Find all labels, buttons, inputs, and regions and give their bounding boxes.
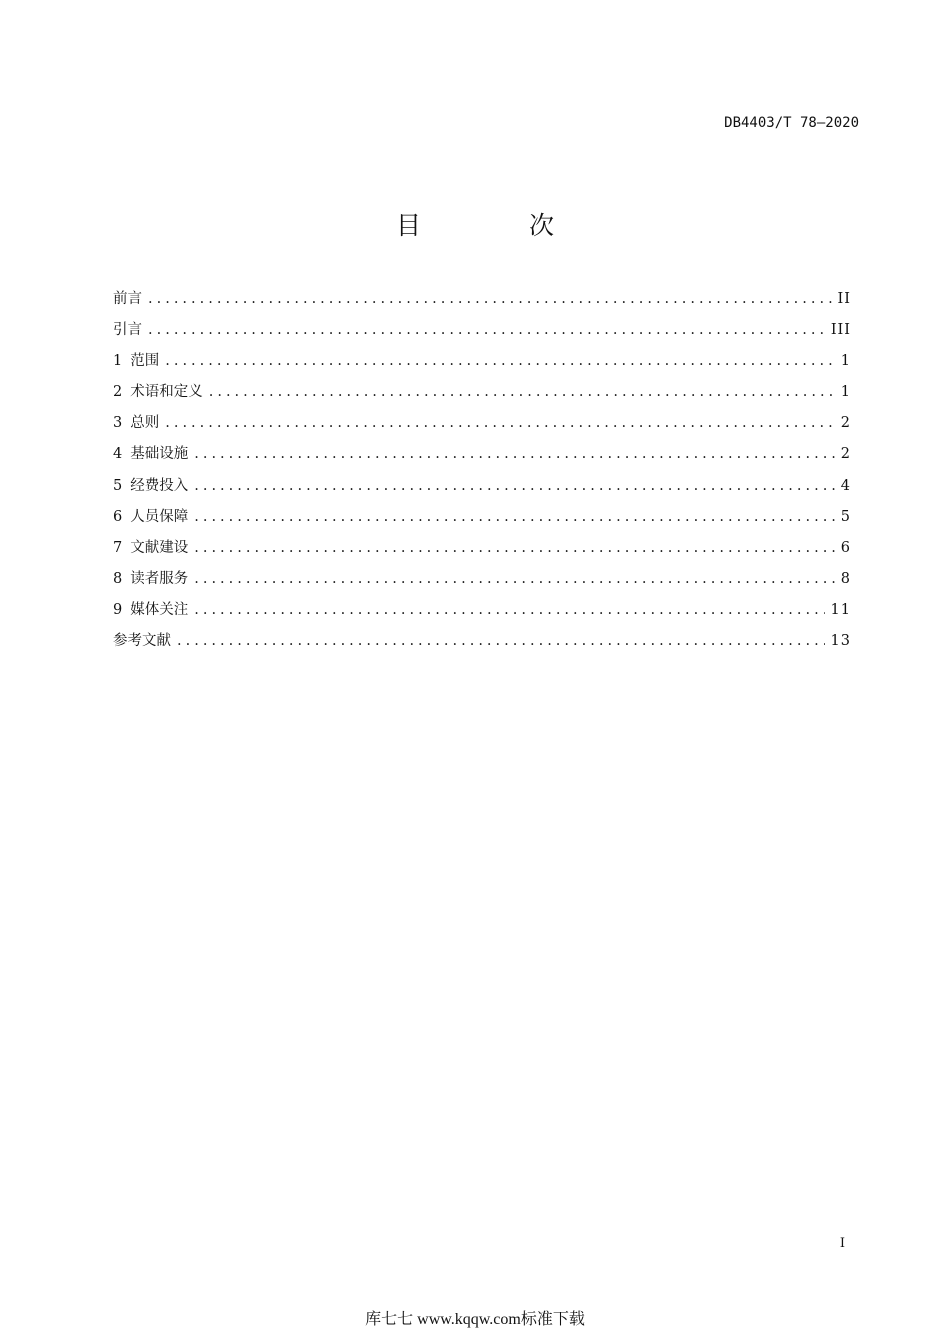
footer-watermark-text: 库七七 www.kqqw.com标准下载 [365,1311,585,1328]
toc-entry-number: 8 [113,570,123,587]
toc-entry-label: 文献建设 [130,539,189,556]
toc-entry-page: 6 [840,539,851,556]
toc-entry-number: 6 [113,508,123,525]
toc-entry-staffing[interactable] [113,505,851,536]
toc-entry-terms[interactable] [113,380,851,411]
toc-entry-label: 基础设施 [130,446,189,463]
toc-entry-label: 读者服务 [130,570,189,587]
toc-entry-page: 2 [840,446,851,463]
toc-entry-label: 经费投入 [130,477,189,494]
toc-entry-infrastructure[interactable] [113,442,851,473]
toc-entry-number: 7 [113,539,123,556]
toc-leader-dots [148,291,832,307]
table-of-contents [113,287,851,660]
toc-entry-label: 参考文献 [113,633,171,650]
toc-entry-label: 范围 [130,353,160,370]
toc-leader-dots [194,478,835,494]
toc-leader-dots [165,353,835,369]
toc-entry-number: 3 [113,415,123,432]
toc-entry-number: 9 [113,601,123,618]
toc-leader-dots [148,322,825,338]
toc-entry-collection[interactable] [113,536,851,567]
toc-entry-label: 引言 [113,322,142,339]
toc-entry-media-attention[interactable] [113,598,851,629]
toc-leader-dots [194,602,824,618]
toc-entry-page: 5 [840,508,851,525]
toc-entry-scope[interactable] [113,349,851,380]
toc-entry-page: 4 [840,477,851,494]
toc-entry-reader-services[interactable] [113,567,851,598]
toc-leader-dots [194,446,835,462]
page-number: I [839,1236,845,1251]
toc-entry-number: 4 [113,446,123,463]
toc-leader-dots [194,540,835,556]
document-code: DB4403/T 78—2020 [724,115,859,131]
toc-entry-funding[interactable] [113,474,851,505]
toc-entry-number: 5 [113,477,123,494]
toc-leader-dots [194,509,835,525]
toc-entry-general[interactable] [113,411,851,442]
toc-entry-label: 前言 [113,291,142,307]
toc-leader-dots [209,384,835,400]
toc-entry-label: 媒体关注 [130,601,189,618]
toc-entry-page: 8 [840,570,851,587]
toc-entry-references[interactable] [113,629,851,660]
toc-entry-page: II [837,291,851,307]
toc-entry-number: 1 [113,353,123,370]
toc-entry-page: III [830,322,851,339]
toc-entry-page: 1 [840,384,851,401]
toc-entry-label: 总则 [130,415,160,432]
toc-entry-number: 2 [113,384,123,401]
toc-entry-page: 11 [830,601,851,618]
page-title: 目 次 [396,211,604,240]
toc-entry-page: 13 [830,633,851,650]
toc-leader-dots [194,571,835,587]
toc-entry-label: 人员保障 [130,508,189,525]
toc-entry-introduction[interactable] [113,318,851,349]
toc-entry-page: 1 [840,353,851,370]
toc-entry-label: 术语和定义 [130,384,203,401]
toc-leader-dots [177,633,825,649]
toc-leader-dots [165,415,835,431]
toc-entry-foreword[interactable] [113,287,851,318]
toc-entry-page: 2 [840,415,851,432]
